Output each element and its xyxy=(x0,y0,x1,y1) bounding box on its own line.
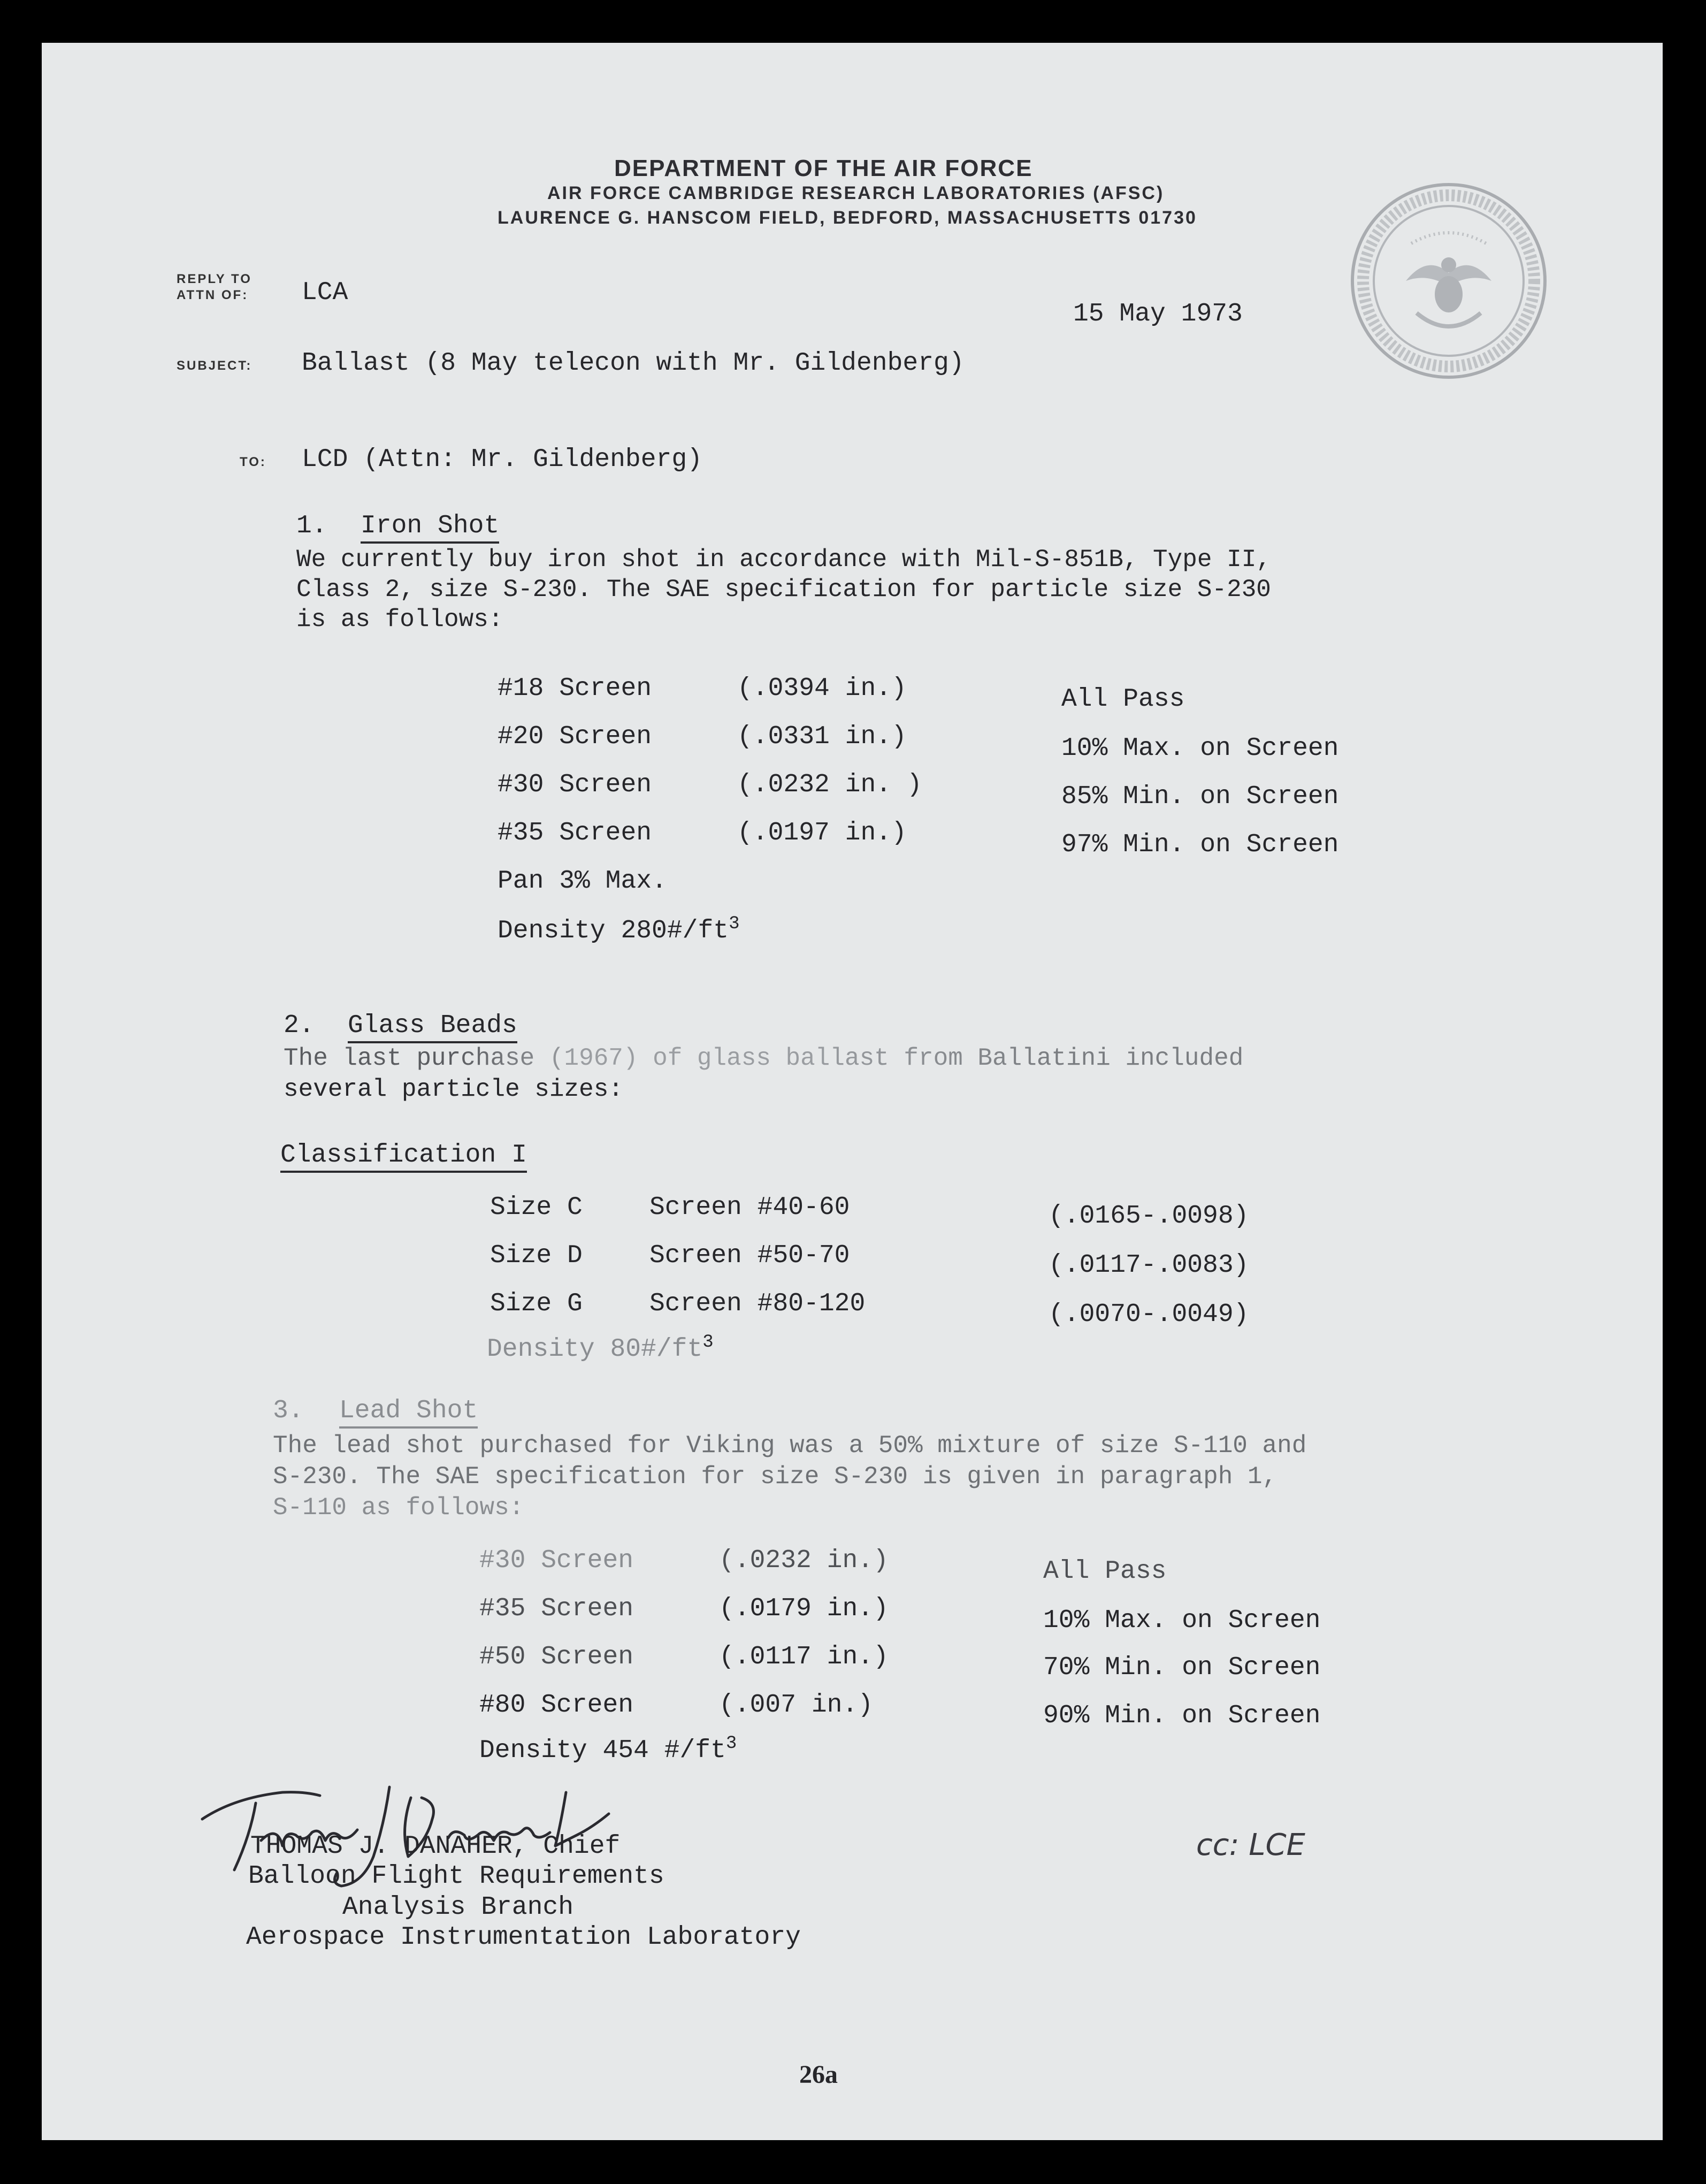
letterhead-laboratory: AIR FORCE CAMBRIDGE RESEARCH LABORATORIES (AFSC) xyxy=(547,183,1165,203)
subject-value: Ballast (8 May telecon with Mr. Gildenberg) xyxy=(302,349,965,378)
table-cell: (.0394 in.) xyxy=(737,674,907,703)
table-cell: Screen #40-60 xyxy=(649,1193,850,1222)
density-text: Density 454 #/ft xyxy=(479,1736,726,1765)
density-exponent: 3 xyxy=(729,914,740,934)
section-3-line: S-230. The SAE specification for size S-230 is given in paragraph 1, xyxy=(273,1463,1277,1491)
table-cell: Size D xyxy=(490,1241,583,1270)
document-page xyxy=(42,43,1663,2140)
table-cell: (.0117-.0083) xyxy=(1049,1251,1249,1280)
table-cell: 10% Max. on Screen xyxy=(1061,734,1339,763)
section-2-line xyxy=(284,1044,1243,1072)
table-cell: (.0165-.0098) xyxy=(1049,1202,1249,1231)
table-cell: #80 Screen xyxy=(479,1691,634,1720)
density-exponent: 3 xyxy=(702,1332,714,1353)
table-cell: #30 Screen xyxy=(498,770,652,799)
section-3-line: The lead shot purchased for Viking was a 50% mixture of size S-110 and xyxy=(273,1432,1307,1460)
table-cell: Screen #80-120 xyxy=(649,1289,866,1318)
section-2-number: 2. xyxy=(284,1011,315,1040)
signer-title-line: Analysis Branch xyxy=(342,1893,574,1922)
section-1-line: Class 2, size S-230. The SAE specification for particle size S-230 xyxy=(296,576,1271,604)
table-cell: 70% Min. on Screen xyxy=(1043,1653,1321,1682)
section-2-density xyxy=(487,1332,714,1364)
table-cell: 85% Min. on Screen xyxy=(1061,782,1339,811)
table-cell: (.0232 in.) xyxy=(719,1546,889,1575)
section-1-title: Iron Shot xyxy=(361,511,499,544)
table-cell: All Pass xyxy=(1061,685,1185,714)
section-2-line: several particle sizes: xyxy=(284,1075,623,1103)
table-cell: #35 Screen xyxy=(498,819,652,847)
to-label: TO: xyxy=(240,455,266,469)
table-cell: 90% Min. on Screen xyxy=(1043,1701,1321,1730)
table-cell: Size C xyxy=(490,1193,583,1222)
table-cell: (.0232 in. ) xyxy=(737,770,922,799)
page-number: 26a xyxy=(799,2060,838,2089)
table-cell: All Pass xyxy=(1043,1557,1167,1586)
section-3-line: S-110 as follows: xyxy=(273,1494,524,1522)
subject-label: SUBJECT: xyxy=(177,358,253,373)
dod-seal-icon xyxy=(1347,179,1550,383)
section-2-line-text: The last purchase (1967) of glass ballast from Ballatini included xyxy=(284,1044,1244,1072)
table-cell: #50 Screen xyxy=(479,1643,634,1671)
density-exponent: 3 xyxy=(725,1734,737,1754)
section-1-number: 1. xyxy=(296,511,327,540)
letterhead-department: DEPARTMENT OF THE AIR FORCE xyxy=(614,155,1033,181)
attn-of-label: ATTN OF: xyxy=(177,288,249,302)
document-date: 15 May 1973 xyxy=(1073,300,1243,329)
table-cell: #35 Screen xyxy=(479,1594,634,1623)
table-cell: (.0179 in.) xyxy=(719,1594,889,1623)
table-cell: #18 Screen xyxy=(498,674,652,703)
reply-to-label: REPLY TO xyxy=(177,272,252,286)
letterhead-address: LAURENCE G. HANSCOM FIELD, BEDFORD, MASSACHUSETTS 01730 xyxy=(498,208,1197,228)
density-text: Density 80#/ft xyxy=(487,1335,703,1364)
section-1-line: is as follows: xyxy=(296,606,503,633)
section-1-line: We currently buy iron shot in accordance with Mil-S-851B, Type II, xyxy=(296,546,1271,574)
table-cell: Size G xyxy=(490,1289,583,1318)
section-1-density xyxy=(498,914,739,945)
density-text: Density 280#/ft xyxy=(498,917,729,945)
signer-name: THOMAS J. DANAHER, Chief xyxy=(250,1832,621,1861)
section-2-title: Glass Beads xyxy=(348,1011,517,1043)
table-cell: (.0070-.0049) xyxy=(1049,1300,1249,1329)
section-3-title: Lead Shot xyxy=(339,1396,478,1429)
section-3-density xyxy=(479,1734,737,1765)
section-3-number: 3. xyxy=(273,1396,304,1425)
to-value: LCD (Attn: Mr. Gildenberg) xyxy=(302,445,702,474)
table-cell: #30 Screen xyxy=(479,1546,634,1575)
signer-title-line: Balloon Flight Requirements xyxy=(248,1862,664,1891)
table-cell: Screen #50-70 xyxy=(649,1241,850,1270)
table-cell: #20 Screen xyxy=(498,722,652,751)
table-cell: (.0197 in.) xyxy=(737,819,907,847)
cc-handwritten-note: cc: LCE xyxy=(1196,1828,1305,1862)
classification-heading: Classification I xyxy=(280,1141,527,1173)
table-cell: 97% Min. on Screen xyxy=(1061,830,1339,859)
table-cell: (.0117 in.) xyxy=(719,1643,889,1671)
section-1-pan: Pan 3% Max. xyxy=(498,867,667,896)
table-cell: (.007 in.) xyxy=(719,1691,874,1720)
signer-title-line: Aerospace Instrumentation Laboratory xyxy=(246,1923,801,1952)
table-cell: 10% Max. on Screen xyxy=(1043,1606,1321,1635)
table-cell: (.0331 in.) xyxy=(737,722,907,751)
reply-to-value: LCA xyxy=(302,278,348,307)
